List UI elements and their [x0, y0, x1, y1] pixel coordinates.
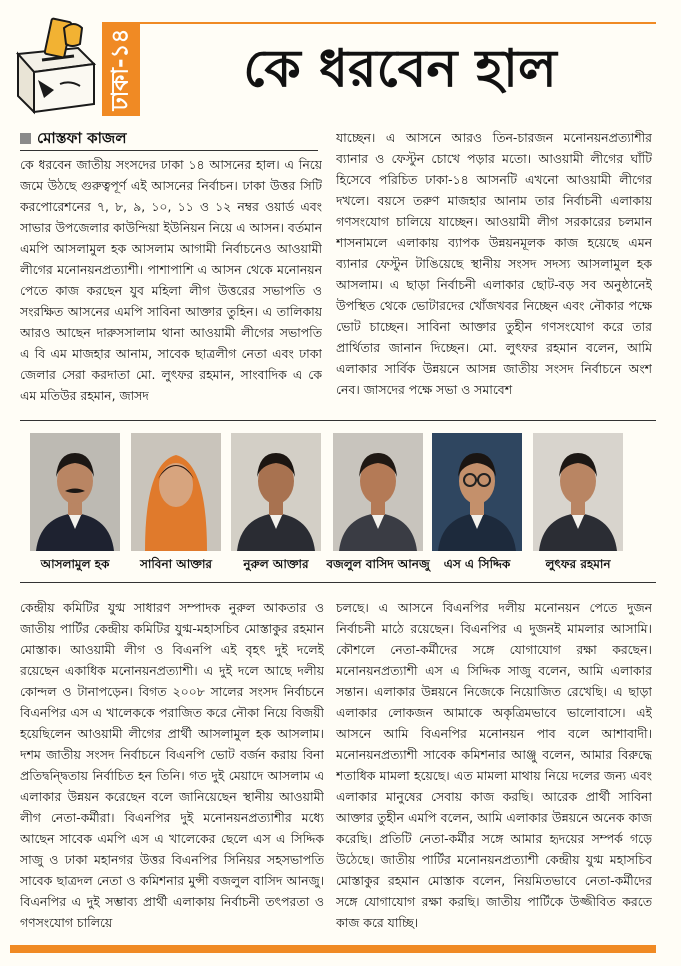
author-name: মোস্তফা কাজল: [37, 129, 127, 147]
portrait-woman-orange-scarf-icon: [131, 433, 221, 551]
constituency-band: [102, 22, 140, 116]
candidate-photo-3: [231, 433, 321, 551]
candidate-name-5: এস এ সিদ্দিক: [443, 557, 511, 571]
portrait-man-mustache-icon: [30, 433, 120, 551]
portrait-man-suit-icon: [533, 433, 623, 551]
bottom-accent-bar: [10, 945, 656, 953]
byline-rule: [20, 150, 318, 151]
article-column-4: চলছে। এ আসনে বিএনপির দলীয় মনোনয়ন পেতে দুজন নির্বাচনী মাঠে রয়েছেন। বিএনপির এ দুজনই মামলার আসামি। কৌশলে নেতা-কর্মীদের সঙ্গে যোগাযোগ রক্ষা করছেন। মনোনয়নপ্রত্যাশী এস এ সিদ্দিক সাজু বলেন, আমি এলাকার সন্তান। এলাকার উন্নয়নে নিজেকে নিয়োজিত রেখেছি। এ ছাড়া এলাকার লোকজন আমাকে অকৃত্রিমভাবে ভালোবাসে। এই আসনে আমি বিএনপির মনোনয়ন পাব বলে আশাবাদী। মনোনয়নপ্রত্যাশী সাবেক কমিশনার আঞ্জু বলেন, আমার বিরুদ্ধে শতাধিক মামলা হয়েছে। এত মামলা মাথায় নিয়ে দলের জন্য এবং এলাকার মানুষের সেবায় কাজ করছি। আরেক প্রার্থী সাবিনা আক্তার তুহীন এমপি বলেন, আমি এলাকার উন্নয়নে অনেক কাজ করেছি। প্রতিটি নেতা-কর্মীর সঙ্গে আমার হৃদয়ের সম্পর্ক গড়ে উঠেছে। জাতীয় পার্টির মনোনয়নপ্রত্যাশী কেন্দ্রীয় যুগ্ম মহাসচিব মোস্তাকুর রহমান মোস্তাক বলেন, নিয়মিতভাবে নেতা-কর্মীদের সঙ্গে যোগাযোগ রক্ষা করছি। জাতীয় পার্টিকে উজ্জীবিত করতে কাজ করে যাচ্ছি।: [336, 600, 652, 929]
candidate-name-6: লুৎফর রহমান: [545, 557, 611, 571]
portrait-man-suit-icon: [231, 433, 321, 551]
constituency-label: ঢাকা-১৪: [107, 28, 134, 110]
photo-strip-bottom-rule: [20, 582, 656, 583]
article-column-1: কে ধরবেন জাতীয় সংসদের ঢাকা ১৪ আসনের হাল। এ নিয়ে জমে উঠছে গুরুত্বপূর্ণ এই আসনের নির্বাচন। ঢাকা উত্তর সিটি করপোরেশনের ৭, ৮, ৯, ১০, ১১ ও ১২ নম্বর ওয়ার্ড এবং সাভার উপজেলার কাউন্দিয়া ইউনিয়ন নিয়ে এ আসন। বর্তমান এমপি আসলামুল হক আসলাম আগামী নির্বাচনেও আওয়ামী লীগের মনোনয়নপ্রত্যাশী। পাশাপাশি এ আসন থেকে মনোনয়ন পেতে কাজ করছেন যুব মহিলা লীগ উত্তরের সভাপতি ও সংরক্ষিত আসনের এমপি সাবিনা আক্তার তুহিন। এ তালিকায় আরও আছেন দারুসসালাম থানা আওয়ামী লীগের সভাপতি এ বি এম মাজহার আনাম, সাবেক ছাত্রলীগ নেতা এবং ঢাকা জেলার সেরা করদাতা মো. লুৎফর রহমান, সাংবাদিক এ কে এম মতিউর রহমান, জাসদ: [20, 157, 322, 403]
candidate-photo-5: [432, 433, 522, 551]
candidate-photo-1: [30, 433, 120, 551]
candidate-photo-6: [533, 433, 623, 551]
byline-square-icon: [20, 133, 31, 144]
byline: [20, 127, 127, 152]
portrait-man-suit-icon: [333, 433, 423, 551]
article-column-3: কেন্দ্রীয় কমিটির যুগ্ম সাধারণ সম্পাদক নুরুল আকতার ও জাতীয় পার্টির কেন্দ্রীয় কমিটির যুগ্ম-মহাসচিব মোস্তাকুর রহমান মোস্তাক। আওয়ামী লীগ ও বিএনপি এই বৃহৎ দুই দলেই রয়েছেন একাধিক মনোনয়নপ্রত্যাশী। এ দুই দলে আছে দলীয় কোন্দল ও টানাপড়েন। বিগত ২০০৮ সালের সংসদ নির্বাচনে বিএনপির এস এ খালেককে পরাজিত করে নৌকা নিয়ে বিজয়ী হয়েছিলেন আওয়ামী লীগের প্রার্থী আসলামুল হক আসলাম। দশম জাতীয় সংসদ নির্বাচনে বিএনপি ভোট বর্জন করায় বিনা প্রতিদ্বন্দ্বিতায় নির্বাচিত হন তিনি। গত দুই মেয়াদে আসলাম এ এলাকার উন্নয়ন করেছেন বলে জানিয়েছেন স্থানীয় আওয়ামী লীগ নেতা-কর্মীরা। বিএনপির দুই মনোনয়নপ্রত্যাশীর মধ্যে আছেন সাবেক এমপি এস এ খালেকের ছেলে এস এ সিদ্দিক সাজু ও ঢাকা মহানগর উত্তর বিএনপির সিনিয়র সহসভাপতি সাবেক ছাত্রদল নেতা ও কমিশনার মুন্সী বজলুল বাসিদ আনজু। বিএনপির এ দুই সম্ভাব্য প্রার্থী এলাকায় নির্বাচনী তৎপরতা ও গণসংযোগ চালিয়ে: [20, 600, 324, 929]
article-column-2: যাচ্ছেন। এ আসনে আরও তিন-চারজন মনোনয়নপ্রত্যাশীর ব্যানার ও ফেস্টুন চোখে পড়ার মতো। আওয়ামী লীগের ঘাঁটি হিসেবে পরিচিত ঢাকা-১৪ আসনটি এখনো আওয়ামী লীগের দখলে। বয়সে তরুণ মাজহার আনাম তার নির্বাচনী এলাকায় গণসংযোগ চালিয়ে যাচ্ছেন। আওয়ামী লীগ সরকারের চলমান শাসনামলে এলাকায় ব্যাপক উন্নয়নমূলক কাজ হয়েছে এমন ব্যানার ফেস্টুন টাঙিয়েছে স্থানীয় সংসদ সদস্য আসলামুল হক আসলাম। এ ছাড়া নির্বাচনী এলাকার ছোট-বড় সব অনুষ্ঠানেই উপস্থিত থেকে ভোটারদের খোঁজখবর নিচ্ছেন এবং নৌকার পক্ষে ভোট চাচ্ছেন। সাবিনা আক্তার তুহীন গণসংযোগ করে তার প্রার্থিতার জানান দিচ্ছেন। মো. লুৎফর রহমান বলেন, আমি এলাকার সার্বিক উন্নয়নে আসন্ন জাতীয় সংসদ নির্বাচনে অংশ নেব। জাসদের পক্ষে সভা ও সমাবেশ: [336, 130, 652, 397]
candidate-name-1: আসলামুল হক: [40, 557, 110, 571]
candidate-name-2: সাবিনা আক্তার: [139, 557, 213, 571]
photo-strip-top-rule: [20, 420, 656, 421]
candidate-photo-2: [131, 433, 221, 551]
candidate-name-4: বজলুল বাসিদ আনজু: [326, 557, 430, 571]
ballot-box-icon: [8, 14, 104, 120]
header-rule: [140, 22, 656, 24]
candidate-name-3: নুরুল আক্তার: [243, 557, 309, 571]
headline: কে ধরবেন হাল: [243, 37, 557, 99]
portrait-man-glasses-icon: [432, 433, 522, 551]
candidate-photo-4: [333, 433, 423, 551]
